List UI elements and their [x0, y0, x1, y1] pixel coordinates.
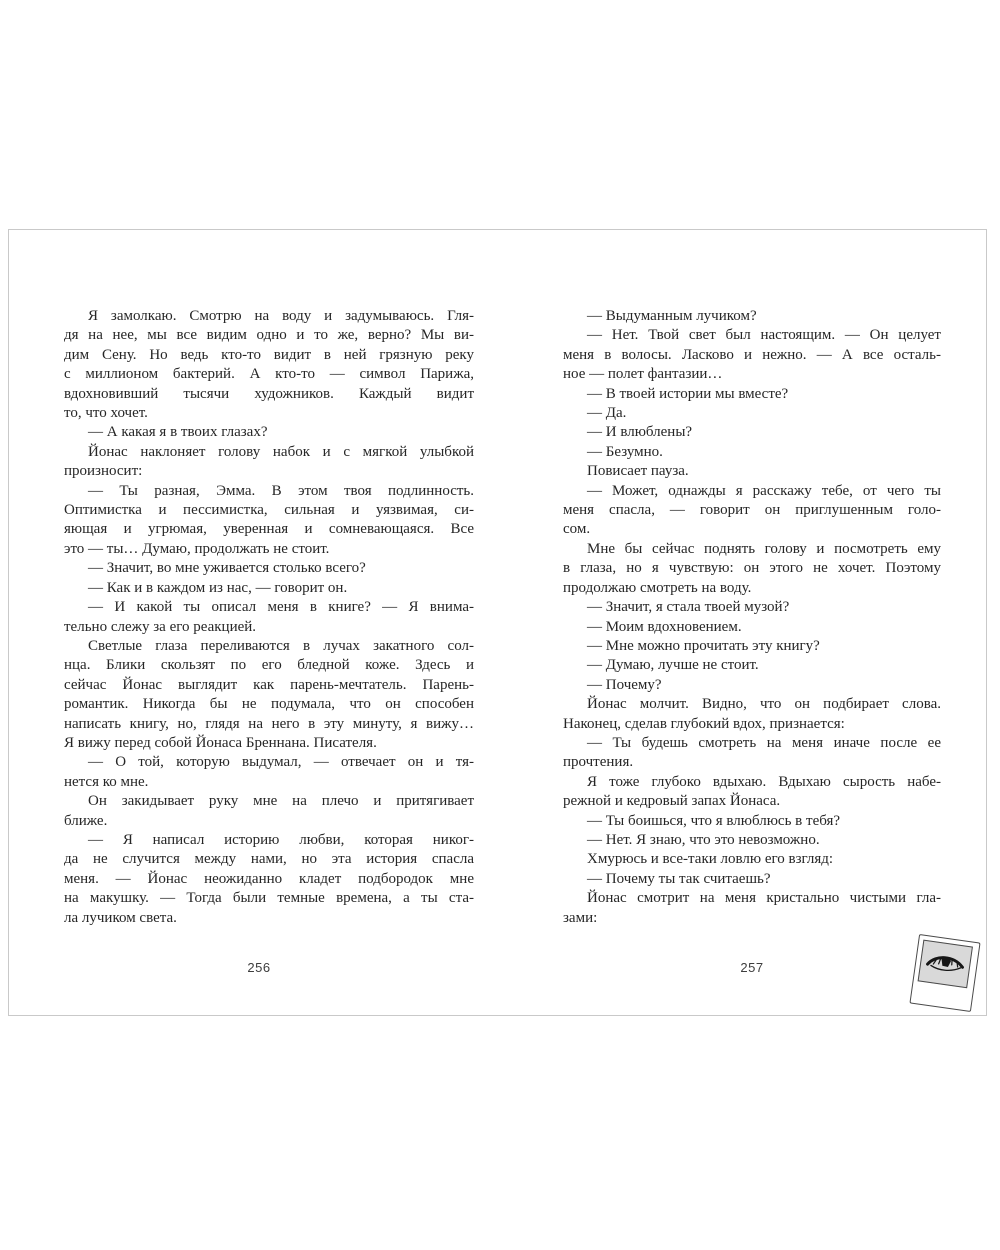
text-line: — Ты будешь смотреть на меня иначе после ее — [587, 734, 941, 751]
text-line: Мне бы сейчас поднять голову и посмотреть ему — [587, 540, 941, 557]
text-line: — Да. — [587, 405, 627, 422]
text-line: зами: — [563, 909, 598, 926]
text-line: — Нет. Твой свет был настоящим. — Он целует — [587, 327, 941, 344]
text-line: Йонас смотрит на меня кристально чистыми гла- — [587, 890, 941, 907]
text-line: меня в волосы. Ласково и нежно. — А все осталь- — [563, 346, 941, 363]
text-line: Он закидывает руку мне на плечо и притягивает — [88, 793, 474, 810]
text-line: — В твоей истории мы вместе? — [587, 385, 789, 402]
text-line: Я замолкаю. Смотрю на воду и задумываюсь. Гля- — [88, 308, 474, 324]
text-line: на макушку. — Тогда были темные времена, а ты ста- — [64, 890, 474, 907]
text-line: дя на нее, мы все видим одно и то же, верно? Мы ви- — [64, 327, 474, 344]
text-line: сейчас Йонас выглядит как парень-мечтатель. Парень- — [64, 676, 474, 693]
page-number-right: 257 — [740, 960, 764, 975]
text-line: Я вижу перед собой Йонаса Бреннана. Писателя. — [64, 734, 377, 751]
text-line: Я тоже глубоко вдыхаю. Вдыхаю сырость набе- — [587, 773, 941, 790]
text-line: ближе. — [64, 812, 108, 829]
text-line: — Нет. Я знаю, что это невозможно. — [587, 831, 820, 848]
text-line: в глаза, но я чувствую: он этого не хочет. Поэтому — [563, 560, 941, 577]
right-page-text — [563, 307, 941, 928]
text-line: — Значит, я стала твоей музой? — [587, 599, 790, 616]
text-line: меня. — Йонас неожиданно кладет подбородок мне — [64, 870, 474, 887]
text-line: Оптимистка и пессимистка, сильная и уязвимая, си- — [64, 502, 474, 519]
text-line: произносит: — [64, 463, 143, 480]
text-line: романтик. Никогда бы не подумала, что он способен — [64, 696, 474, 713]
text-line: вдохновивший тысячи художников. Каждый видит — [64, 385, 474, 402]
text-line: Йонас наклоняет голову набок и с мягкой улыбкой — [88, 443, 474, 460]
text-line: Хмурюсь и все-таки ловлю его взгляд: — [587, 851, 834, 868]
text-line: то, что хочет. — [64, 405, 148, 422]
text-line: — Я написал историю любви, которая никог- — [88, 831, 474, 848]
text-line: — Значит, во мне уживается столько всего? — [88, 560, 366, 577]
text-line: — Может, однажды я расскажу тебе, от чего ты — [587, 482, 941, 499]
text-line: — Как и в каждом из нас, — говорит он. — [88, 579, 348, 596]
text-line: дим Сену. Но ведь кто-то видит в ней грязную реку — [64, 346, 474, 363]
text-line: — А какая я в твоих глазах? — [88, 424, 268, 441]
left-page-text — [64, 307, 474, 928]
text-line: это — ты… Думаю, продолжать не стоит. — [64, 540, 330, 557]
text-line: режной и кедровый запах Йонаса. — [563, 793, 781, 810]
text-line: да не случится между нами, но эта история спасла — [64, 851, 474, 868]
text-line: тельно слежу за его реакцией. — [64, 618, 257, 635]
text-line: — Ты боишься, что я влюблюсь в тебя? — [587, 812, 841, 829]
text-line: — Думаю, лучше не стоит. — [587, 657, 759, 674]
text-line: — Мне можно прочитать эту книгу? — [587, 637, 820, 654]
text-line: с миллионом бактерий. А кто-то — символ Парижа, — [64, 366, 474, 383]
text-line: нца. Блики скользят по его бледной коже. Здесь и — [64, 657, 474, 674]
text-line: сом. — [563, 521, 591, 538]
text-line: написать книгу, но, глядя на него в эту минуту, я вижу… — [64, 715, 474, 732]
text-line: Наконец, сделав глубокий вдох, признается: — [563, 715, 845, 732]
text-line: — Выдуманным лучиком? — [587, 308, 757, 324]
text-line: — И какой ты описал меня в книге? — Я внима- — [88, 599, 474, 616]
text-line: ное — полет фантазии… — [563, 366, 723, 383]
text-line: яющая и угрюмая, уверенная и сомневающаяся. Все — [64, 521, 474, 538]
text-line: прочтения. — [563, 754, 634, 771]
text-line: Йонас молчит. Видно, что он подбирает слова. — [587, 696, 941, 713]
text-line: — Моим вдохновением. — [587, 618, 742, 635]
text-line: нется ко мне. — [64, 773, 149, 790]
text-line: — О той, которую выдумал, — отвечает он и тя- — [88, 754, 474, 771]
text-line: — Почему? — [587, 676, 662, 693]
page-number-left: 256 — [247, 960, 271, 975]
text-line: Повисает пауза. — [587, 463, 689, 480]
text-line: — Ты разная, Эмма. В этом твоя подлинность. — [88, 482, 474, 499]
eye-icon — [918, 940, 973, 989]
text-line: продолжаю смотреть на воду. — [563, 579, 752, 596]
text-line: меня спасла, — говорит он приглушенным голо- — [563, 502, 941, 519]
text-line: Светлые глаза переливаются в лучах закатного сол- — [88, 637, 474, 654]
text-line: — И влюблены? — [587, 424, 693, 441]
text-line: — Почему ты так считаешь? — [587, 870, 771, 887]
polaroid-eye-icon — [909, 934, 980, 1012]
text-line: — Безумно. — [587, 443, 663, 460]
text-line: ла лучиком света. — [64, 909, 177, 926]
